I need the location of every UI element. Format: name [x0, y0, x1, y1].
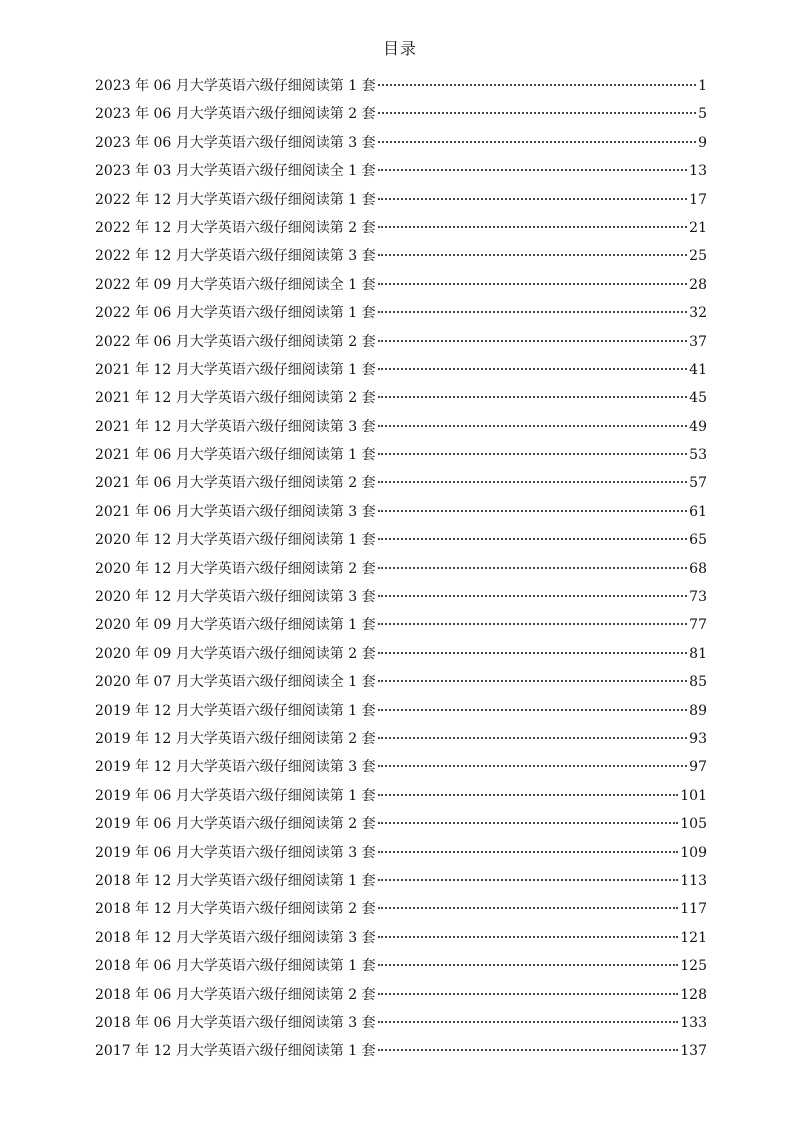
- toc-entry-title: 2023 年 06 月大学英语六级仔细阅读第 1 套: [95, 78, 376, 94]
- toc-entry[interactable]: [95, 413, 707, 441]
- dot-leader: [378, 168, 688, 171]
- dot-leader: [378, 452, 688, 455]
- toc-page-number: 28: [689, 276, 707, 293]
- dot-leader: [378, 509, 688, 512]
- toc-page-number: 109: [680, 844, 707, 861]
- dot-leader: [378, 679, 688, 682]
- toc-entry-title: 2021 年 12 月大学英语六级仔细阅读第 3 套: [95, 418, 376, 435]
- toc-page-number: 89: [689, 702, 707, 719]
- dot-leader: [378, 140, 696, 143]
- toc-page-number: 137: [680, 1043, 707, 1060]
- toc-page-number: 93: [689, 730, 707, 747]
- toc-entry-title: 2018 年 06 月大学英语六级仔细阅读第 3 套: [95, 1014, 376, 1031]
- dot-leader: [378, 537, 688, 540]
- toc-entry-title: 2021 年 06 月大学英语六级仔细阅读第 1 套: [95, 447, 376, 464]
- toc-entry[interactable]: [95, 214, 707, 242]
- toc-page-number: 41: [689, 361, 707, 378]
- toc-entry-title: 2021 年 06 月大学英语六级仔细阅读第 2 套: [95, 475, 376, 492]
- toc-entry-title: 2019 年 12 月大学英语六级仔细阅读第 3 套: [95, 759, 376, 776]
- toc-entry[interactable]: [95, 697, 707, 725]
- toc-entry-title: 2019 年 06 月大学英语六级仔细阅读第 2 套: [95, 816, 376, 833]
- toc-entry[interactable]: [95, 1009, 707, 1037]
- toc-title: 目录: [382, 39, 417, 58]
- toc-entry[interactable]: [95, 356, 707, 384]
- toc-entry-title: 2021 年 06 月大学英语六级仔细阅读第 3 套: [95, 503, 376, 520]
- dot-leader: [378, 1020, 679, 1023]
- toc-page-number: 13: [689, 163, 707, 180]
- toc-entry-title: 2022 年 12 月大学英语六级仔细阅读第 2 套: [95, 219, 376, 236]
- toc-entry[interactable]: [95, 640, 707, 668]
- toc-page-number: 101: [680, 787, 707, 804]
- dot-leader: [378, 197, 688, 200]
- dot-leader: [378, 963, 679, 966]
- toc-entry-title: 2019 年 06 月大学英语六级仔细阅读第 1 套: [95, 787, 376, 804]
- dot-leader: [378, 736, 688, 739]
- toc-entry[interactable]: [95, 299, 707, 327]
- toc-page-number: 45: [689, 390, 707, 407]
- toc-entry-title: 2022 年 06 月大学英语六级仔细阅读第 2 套: [95, 333, 376, 350]
- toc-entry[interactable]: [95, 555, 707, 583]
- dot-leader: [378, 111, 696, 114]
- toc-page-number: 81: [689, 645, 707, 662]
- toc-entry[interactable]: [95, 100, 707, 128]
- toc-entry-title: 2019 年 06 月大学英语六级仔细阅读第 3 套: [95, 844, 376, 861]
- dot-leader: [378, 395, 688, 398]
- toc-page-number: 97: [689, 759, 707, 776]
- toc-entry-title: 2020 年 09 月大学英语六级仔细阅读第 2 套: [95, 645, 376, 662]
- toc-entry[interactable]: [95, 72, 707, 100]
- dot-leader: [378, 225, 688, 228]
- toc-entry-title: 2020 年 12 月大学英语六级仔细阅读第 1 套: [95, 532, 376, 549]
- toc-entry[interactable]: [95, 725, 707, 753]
- toc-entry-title: 2018 年 12 月大学英语六级仔细阅读第 2 套: [95, 901, 376, 918]
- toc-page-number: 121: [680, 929, 707, 946]
- dot-leader: [378, 83, 696, 86]
- toc-page-number: 113: [680, 872, 707, 889]
- toc-entry-title: 2018 年 12 月大学英语六级仔细阅读第 1 套: [95, 872, 376, 889]
- dot-leader: [378, 906, 679, 909]
- toc-page-number: 128: [680, 986, 707, 1003]
- toc-page-number: 85: [689, 674, 707, 691]
- dot-leader: [378, 594, 688, 597]
- toc-entry[interactable]: [95, 242, 707, 270]
- toc-page-number: 105: [680, 816, 707, 833]
- toc-page-number: 57: [689, 475, 707, 492]
- toc-page-number: 49: [689, 418, 707, 435]
- toc-page-number: 68: [689, 560, 707, 577]
- toc-page-number: 117: [680, 901, 707, 918]
- toc-entry-title: 2021 年 12 月大学英语六级仔细阅读第 2 套: [95, 390, 376, 407]
- dot-leader: [378, 651, 688, 654]
- toc-page-number: 133: [680, 1014, 707, 1031]
- toc-entry-title: 2018 年 12 月大学英语六级仔细阅读第 3 套: [95, 929, 376, 946]
- toc-page-number: 17: [689, 191, 707, 208]
- dot-leader: [378, 793, 679, 796]
- toc-entry[interactable]: [95, 867, 707, 895]
- toc-entry[interactable]: [95, 1037, 707, 1065]
- toc-entry-title: 2021 年 12 月大学英语六级仔细阅读第 1 套: [95, 361, 376, 378]
- toc-page-number: 77: [689, 617, 707, 634]
- toc-entry-title: 2023 年 03 月大学英语六级仔细阅读全 1 套: [95, 163, 376, 180]
- dot-leader: [378, 878, 679, 881]
- toc-entry[interactable]: [95, 952, 707, 980]
- toc-page-number: 21: [689, 219, 707, 236]
- dot-leader: [378, 764, 688, 767]
- toc-entry[interactable]: [95, 271, 707, 299]
- toc-page-number: 9: [698, 134, 707, 151]
- dot-leader: [378, 821, 679, 824]
- toc-entry-title: 2020 年 09 月大学英语六级仔细阅读第 1 套: [95, 617, 376, 634]
- toc-entry[interactable]: [95, 526, 707, 554]
- toc-page-number: 65: [689, 532, 707, 549]
- toc-page-number: 125: [680, 958, 707, 975]
- dot-leader: [378, 708, 688, 711]
- toc-entry[interactable]: [95, 753, 707, 781]
- toc-page-number: 25: [689, 248, 707, 265]
- dot-leader: [378, 850, 679, 853]
- dot-leader: [378, 480, 688, 483]
- toc-entry-title: 2018 年 06 月大学英语六级仔细阅读第 1 套: [95, 958, 376, 975]
- dot-leader: [378, 424, 688, 427]
- toc-entry[interactable]: [95, 441, 707, 469]
- toc-page-number: 61: [689, 503, 707, 520]
- toc-entry-title: 2023 年 06 月大学英语六级仔细阅读第 2 套: [95, 106, 376, 123]
- toc-entry-title: 2023 年 06 月大学英语六级仔细阅读第 3 套: [95, 134, 376, 151]
- toc-entry[interactable]: [95, 668, 707, 696]
- toc-page-number: 5: [698, 106, 707, 123]
- toc-entry[interactable]: [95, 782, 707, 810]
- toc-entry-title: 2020 年 12 月大学英语六级仔细阅读第 2 套: [95, 560, 376, 577]
- toc-list: [95, 72, 707, 1066]
- toc-entry-title: 2022 年 12 月大学英语六级仔细阅读第 3 套: [95, 248, 376, 265]
- dot-leader: [378, 935, 679, 938]
- toc-entry[interactable]: [95, 839, 707, 867]
- toc-entry[interactable]: [95, 981, 707, 1009]
- toc-entry[interactable]: [95, 611, 707, 639]
- toc-entry[interactable]: [95, 810, 707, 838]
- toc-entry[interactable]: [95, 384, 707, 412]
- dot-leader: [378, 253, 688, 256]
- toc-entry[interactable]: [95, 583, 707, 611]
- toc-entry-title: 2019 年 12 月大学英语六级仔细阅读第 1 套: [95, 702, 376, 719]
- toc-entry[interactable]: [95, 498, 707, 526]
- toc-page-number: 37: [689, 333, 707, 350]
- toc-entry[interactable]: [95, 328, 707, 356]
- dot-leader: [378, 622, 688, 625]
- toc-entry[interactable]: [95, 186, 707, 214]
- toc-page-number: 32: [689, 305, 707, 322]
- toc-page-number: 1: [698, 78, 707, 94]
- dot-leader: [378, 566, 688, 569]
- dot-leader: [378, 992, 679, 995]
- toc-entry[interactable]: [95, 157, 707, 185]
- toc-entry-title: 2022 年 06 月大学英语六级仔细阅读第 1 套: [95, 305, 376, 322]
- toc-entry[interactable]: [95, 895, 707, 923]
- toc-page-number: 73: [689, 589, 707, 606]
- toc-entry-title: 2019 年 12 月大学英语六级仔细阅读第 2 套: [95, 730, 376, 747]
- toc-entry-title: 2022 年 09 月大学英语六级仔细阅读全 1 套: [95, 276, 376, 293]
- toc-entry-title: 2020 年 07 月大学英语六级仔细阅读全 1 套: [95, 674, 376, 691]
- toc-page-number: 53: [689, 447, 707, 464]
- dot-leader: [378, 282, 688, 285]
- dot-leader: [378, 367, 688, 370]
- toc-entry-title: 2020 年 12 月大学英语六级仔细阅读第 3 套: [95, 589, 376, 606]
- toc-entry[interactable]: [95, 924, 707, 952]
- dot-leader: [378, 310, 688, 313]
- toc-entry[interactable]: [95, 469, 707, 497]
- toc-entry[interactable]: [95, 129, 707, 157]
- toc-entry-title: 2022 年 12 月大学英语六级仔细阅读第 1 套: [95, 191, 376, 208]
- dot-leader: [378, 1048, 679, 1051]
- dot-leader: [378, 339, 688, 342]
- toc-entry-title: 2017 年 12 月大学英语六级仔细阅读第 1 套: [95, 1043, 376, 1060]
- toc-entry-title: 2018 年 06 月大学英语六级仔细阅读第 2 套: [95, 986, 376, 1003]
